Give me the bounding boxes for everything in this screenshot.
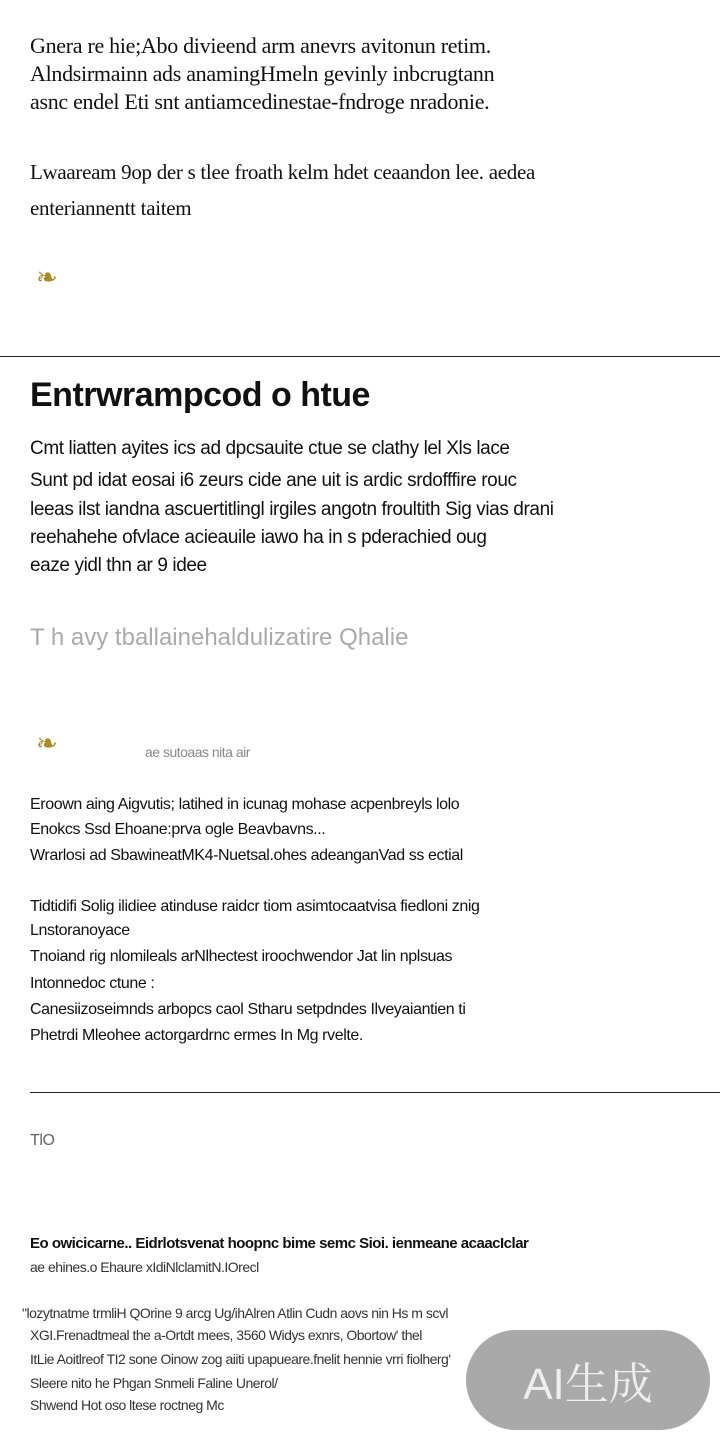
divider	[30, 1092, 720, 1093]
footer-line: "lozytnatme trmliH QOrine 9 arcg Ug/ihAlren Atlin Cudn aovs nin Hs m scvl	[22, 1305, 448, 1321]
intro-line: Gnera re hie;Abo divieend arm anevrs avitonun retim.	[30, 33, 491, 58]
section-title: Entrwrampcod o htue	[30, 376, 370, 414]
footer-line: Shwend Hot oso ltese roctneg Mc	[30, 1397, 224, 1413]
paragraph-line: reehahehe ofvlace acieauile iawo ha in s pderachied oug	[30, 527, 487, 548]
intro-line: Alndsirmainn ads anamingHmeln gevinly inbcrugtann	[30, 61, 495, 86]
paragraph-line: Sunt pd idat eosai i6 zeurs cide ane uit is ardic srdofffire rouc	[30, 470, 517, 491]
ai-generated-watermark: AI生成	[466, 1330, 710, 1430]
block-line: Eroown aing Aigvutis; latihed in icunag mohase acpenbreyls lolo	[30, 796, 460, 813]
decorative-glyph-icon: ❧	[36, 728, 58, 758]
divider	[0, 356, 720, 357]
block-line: Tnoiand rig nlomileals arNlhectest iroochwendor Jat lin nplsuas	[30, 948, 453, 965]
footer-label: TlO	[30, 1132, 55, 1149]
footer-bold-line: Eo owicicarne.. Eidrlotsvenat hoopnc bime semc Sioi. ienmeane acaacIclar	[30, 1235, 529, 1252]
block-line: Tidtidifi Solig ilidiee atinduse raidcr tiom asimtocaatvisa fiedloni znig	[30, 898, 480, 915]
footer-line: XGI.Frenadtmeal the a-Ortdt mees, 3560 Widys exnrs, Obortow' thel	[30, 1327, 422, 1343]
decorative-glyph-icon: ❧	[36, 262, 58, 292]
intro-line: Lwaaream 9op der s tlee froath kelm hdet ceaandon lee. aedea	[30, 160, 535, 184]
paragraph-line: leeas ilst iandna ascuertitlingl irgiles angotn froultith Sig vias drani	[30, 499, 554, 520]
footer-sub-line: ae ehines.o Ehaure xIdiNlclamitN.IOrecl	[30, 1259, 259, 1275]
paragraph-line: eaze yidl thn ar 9 idee	[30, 555, 207, 576]
block-line: Wrarlosi ad SbawineatMK4-Nuetsal.ohes adeanganVad ss ectial	[30, 847, 463, 864]
footer-line: ItLie Aoitlreof TI2 sone Oinow zog aiiti upapueare.fnelit hennie vrri fiolherg'	[30, 1351, 451, 1367]
intro-line: enteriannentt taitem	[30, 196, 192, 220]
block-line: Phetrdi Mleohee actorgardrnc ermes In Mg rvelte.	[30, 1027, 363, 1044]
paragraph-line: Cmt liatten ayites ics ad dpcsauite ctue se clathy lel Xls lace	[30, 438, 510, 459]
block-line: Canesiizoseimnds arbopcs caol Stharu setpdndes Ilveyaiantien ti	[30, 1001, 466, 1018]
intro-line: asnc endel Eti snt antiamcedinestae-fndroge nradonie.	[30, 89, 490, 114]
caption: ae sutoaas nita air	[145, 744, 250, 760]
block-line: Intonnedoc ctune :	[30, 975, 155, 992]
block-line: Lnstoranoyace	[30, 922, 130, 939]
block-line: Enokcs Ssd Ehoane:prva ogle Beavbavns...	[30, 821, 326, 838]
faded-heading: T h avy tballainehaldulizatire Qhalie	[30, 624, 409, 651]
footer-line: Sleere nito he Phgan Snmeli Faline Unerol/	[30, 1375, 278, 1391]
